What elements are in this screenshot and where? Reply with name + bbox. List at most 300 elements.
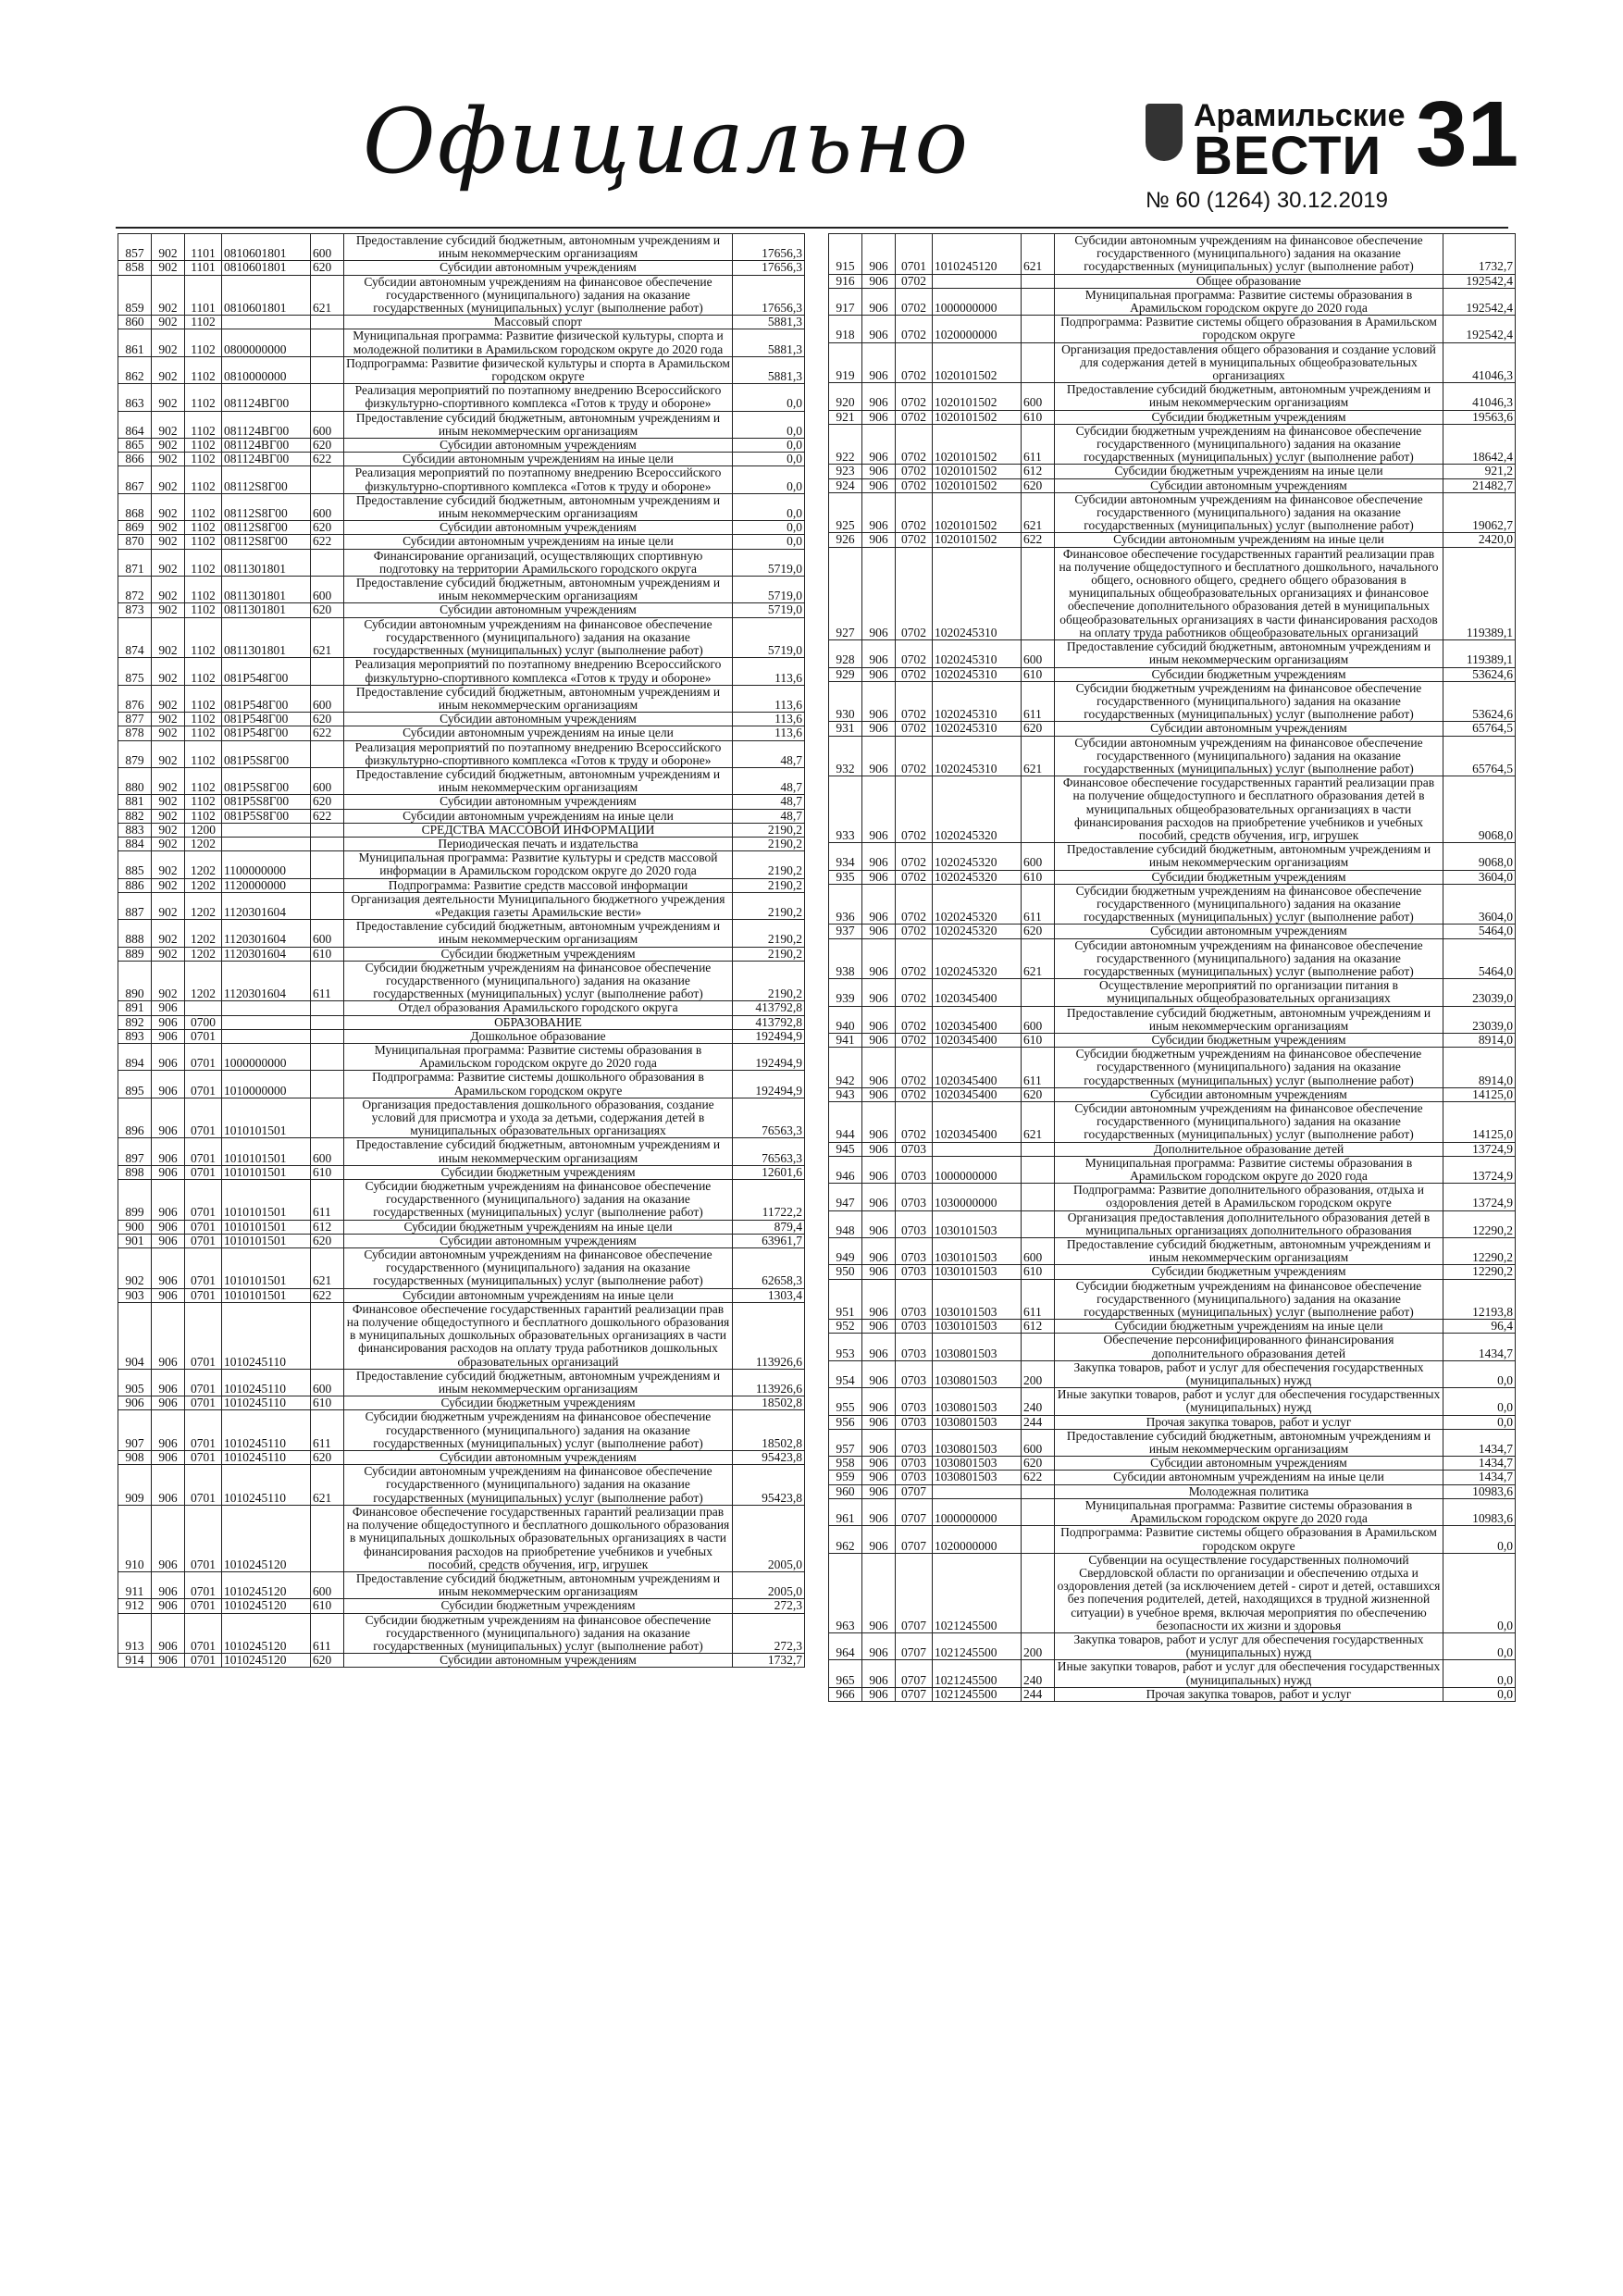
description: Предоставление субсидий бюджетным, автономным учреждениям и иным некоммерческим организациям (344, 1571, 733, 1598)
expense-type-code: 600 (1022, 1006, 1055, 1033)
admin-code: 906 (862, 1632, 896, 1659)
row-number: 900 (118, 1220, 152, 1234)
table-row (829, 1360, 1516, 1387)
expense-type-code (1022, 1553, 1055, 1632)
section-code: 0702 (896, 870, 933, 884)
section-code: 0702 (896, 722, 933, 736)
table-row (829, 410, 1516, 424)
table-row (829, 1087, 1516, 1101)
row-number: 938 (829, 938, 862, 979)
expense-type-code (311, 878, 344, 892)
table-row (829, 1632, 1516, 1659)
row-number: 918 (829, 316, 862, 342)
description: Дошкольное образование (344, 1029, 733, 1043)
row-number: 872 (118, 577, 152, 603)
description: Реализация мероприятий по поэтапному внедрению Всероссийского физкультурно-спортивного комплекса «Готов к труду и обороне» (344, 658, 733, 685)
table-row (829, 342, 1516, 383)
table-row (829, 234, 1516, 275)
section-code: 1202 (185, 878, 222, 892)
section-code: 0701 (185, 1571, 222, 1598)
target-article-code: 1010000000 (222, 1071, 311, 1098)
description: Субсидии бюджетным учреждениям на финансовое обеспечение государственного (муниципального) задания на оказание государственных (муниципальных) услуг (выполнение работ) (1055, 1048, 1443, 1088)
target-article-code: 1020101502 (933, 533, 1022, 547)
row-number: 909 (118, 1465, 152, 1506)
target-article-code: 1010245110 (222, 1369, 311, 1396)
admin-code: 906 (862, 722, 896, 736)
expense-type-code: 620 (1022, 478, 1055, 492)
target-article-code: 1021245500 (933, 1687, 1022, 1701)
admin-code: 902 (152, 767, 185, 794)
description: Муниципальная программа: Развитие физической культуры, спорта и молодежной политики в Арамильском городском округе до 2020 года (344, 329, 733, 356)
row-number: 863 (118, 384, 152, 411)
table-row (118, 1138, 805, 1165)
amount: 2190,2 (733, 920, 805, 947)
expense-type-code: 611 (1022, 1279, 1055, 1320)
description: Субсидии автономным учреждениям на финансовое обеспечение государственного (муниципального) задания на оказание государственных (муниципальных) услуг (выполнение работ) (344, 1248, 733, 1289)
admin-code: 906 (862, 979, 896, 1006)
description: Отдел образования Арамильского городского округа (344, 1001, 733, 1015)
expense-type-code: 622 (311, 726, 344, 740)
description: Субсидии автономным учреждениям (344, 1654, 733, 1668)
description: Субсидии бюджетным учреждениям (1055, 870, 1443, 884)
description: Муниципальная программа: Развитие системы образования в Арамильском городском округе до 2020 года (1055, 1498, 1443, 1525)
description: Муниципальная программа: Развитие системы образования в Арамильском городском округе до 2020 года (1055, 1156, 1443, 1183)
description: Подпрограмма: Развитие физической культуры и спорта в Арамильском городском округе (344, 356, 733, 383)
section-code: 0702 (896, 1087, 933, 1101)
row-number: 893 (118, 1029, 152, 1043)
table-row (118, 316, 805, 329)
description: Подпрограмма: Развитие системы дошкольного образования в Арамильском городском округе (344, 1071, 733, 1098)
amount: 192494,9 (733, 1029, 805, 1043)
description: Организация предоставления дошкольного образования, создание условий для присмотра и ухода за детьми, содержания детей в муниципальных образовательных организациях (344, 1098, 733, 1138)
expense-type-code (311, 1302, 344, 1369)
row-number: 860 (118, 316, 152, 329)
admin-code: 902 (152, 384, 185, 411)
section-code: 1102 (185, 617, 222, 658)
row-number: 858 (118, 261, 152, 275)
target-article-code (933, 1142, 1022, 1156)
expense-type-code (1022, 288, 1055, 315)
target-article-code: 1030801503 (933, 1388, 1022, 1415)
expense-type-code: 620 (311, 1451, 344, 1465)
expense-type-code (311, 1043, 344, 1070)
row-number: 915 (829, 234, 862, 275)
expense-type-code: 621 (1022, 234, 1055, 275)
row-number: 945 (829, 1142, 862, 1156)
table-row (118, 1071, 805, 1098)
admin-code: 906 (862, 1156, 896, 1183)
section-code: 0703 (896, 1184, 933, 1210)
left-column (118, 233, 804, 1668)
amount: 19062,7 (1443, 492, 1516, 533)
amount: 1732,7 (733, 1654, 805, 1668)
target-article-code: 0800000000 (222, 329, 311, 356)
expense-type-code: 622 (311, 535, 344, 549)
admin-code: 906 (862, 1457, 896, 1471)
expense-type-code: 620 (311, 795, 344, 809)
admin-code: 902 (152, 275, 185, 316)
amount: 8914,0 (1443, 1033, 1516, 1047)
target-article-code (933, 1484, 1022, 1498)
amount: 113926,6 (733, 1302, 805, 1369)
admin-code: 906 (862, 1360, 896, 1387)
expense-type-code: 610 (1022, 870, 1055, 884)
target-article-code: 0810000000 (222, 356, 311, 383)
admin-code: 902 (152, 878, 185, 892)
section-code: 0702 (896, 316, 933, 342)
description: Реализация мероприятий по поэтапному внедрению Всероссийского физкультурно-спортивного комплекса «Готов к труду и обороне» (344, 466, 733, 493)
target-article-code: 1010245110 (222, 1451, 311, 1465)
table-row (829, 1526, 1516, 1553)
admin-code: 902 (152, 809, 185, 823)
admin-code: 906 (862, 1265, 896, 1279)
row-number: 953 (829, 1334, 862, 1360)
target-article-code: 0810601801 (222, 234, 311, 261)
table-row (118, 329, 805, 356)
target-article-code (222, 1001, 311, 1015)
description: Иные закупки товаров, работ и услуг для обеспечения государственных (муниципальных) нужд (1055, 1388, 1443, 1415)
row-number: 873 (118, 603, 152, 617)
row-number: 929 (829, 667, 862, 681)
section-code: 0702 (896, 1006, 933, 1033)
amount: 13724,9 (1443, 1156, 1516, 1183)
amount: 53624,6 (1443, 667, 1516, 681)
table-row (118, 535, 805, 549)
target-article-code: 1030101503 (933, 1320, 1022, 1334)
amount: 13724,9 (1443, 1184, 1516, 1210)
amount: 2420,0 (1443, 533, 1516, 547)
expense-type-code: 621 (1022, 492, 1055, 533)
table-row (118, 439, 805, 453)
admin-code: 906 (862, 1526, 896, 1553)
row-number: 882 (118, 809, 152, 823)
amount: 113,6 (733, 713, 805, 726)
admin-code: 906 (152, 1234, 185, 1247)
amount: 95423,8 (733, 1465, 805, 1506)
section-code: 1102 (185, 356, 222, 383)
row-number: 890 (118, 961, 152, 1001)
table-row (829, 1184, 1516, 1210)
section-code: 1102 (185, 740, 222, 767)
table-row (829, 1498, 1516, 1525)
description: Организация предоставления общего образования и создание условий для содержания детей в муниципальных общеобразовательных организациях (1055, 342, 1443, 383)
row-number: 871 (118, 549, 152, 576)
table-row (118, 892, 805, 919)
amount: 18502,8 (733, 1396, 805, 1410)
table-row (118, 577, 805, 603)
expense-type-code (311, 1029, 344, 1043)
section-code: 1102 (185, 329, 222, 356)
target-article-code: 1020245310 (933, 681, 1022, 722)
amount: 5464,0 (1443, 938, 1516, 979)
table-row (118, 384, 805, 411)
target-article-code: 1010101501 (222, 1248, 311, 1289)
amount: 48,7 (733, 740, 805, 767)
amount: 113,6 (733, 658, 805, 685)
target-article-code: 1010245120 (933, 234, 1022, 275)
section-code: 0702 (896, 383, 933, 410)
target-article-code: 1030801503 (933, 1415, 1022, 1429)
amount: 113,6 (733, 726, 805, 740)
amount: 0,0 (1443, 1415, 1516, 1429)
amount: 14125,0 (1443, 1102, 1516, 1143)
description: Муниципальная программа: Развитие системы образования в Арамильском городском округе до 2020 года (344, 1043, 733, 1070)
description: Субсидии автономным учреждениям (1055, 1457, 1443, 1471)
amount: 272,3 (733, 1599, 805, 1613)
row-number: 936 (829, 884, 862, 925)
table-row (829, 736, 1516, 776)
target-article-code: 1020101502 (933, 383, 1022, 410)
target-article-code: 1120301604 (222, 920, 311, 947)
row-number: 944 (829, 1102, 862, 1143)
description: Организация предоставления дополнительного образования детей в муниципальных организациях дополнительного образования (1055, 1210, 1443, 1237)
row-number: 864 (118, 411, 152, 438)
section-code: 0701 (185, 1138, 222, 1165)
section-code: 1202 (185, 892, 222, 919)
expense-type-code (311, 549, 344, 576)
description: Субсидии автономным учреждениям (344, 1234, 733, 1247)
amount: 65764,5 (1443, 722, 1516, 736)
target-article-code: 1010101501 (222, 1165, 311, 1179)
description: Субсидии автономным учреждениям (344, 521, 733, 535)
amount: 2190,2 (733, 823, 805, 837)
table-row (829, 1102, 1516, 1143)
target-article-code: 1020245320 (933, 776, 1022, 843)
amount: 12290,2 (1443, 1265, 1516, 1279)
expense-type-code (311, 356, 344, 383)
section-code: 0701 (185, 1220, 222, 1234)
expense-type-code: 610 (311, 1165, 344, 1179)
table-row (829, 1265, 1516, 1279)
description: Прочая закупка товаров, работ и услуг (1055, 1415, 1443, 1429)
expense-type-code (311, 329, 344, 356)
row-number: 894 (118, 1043, 152, 1070)
row-number: 962 (829, 1526, 862, 1553)
amount: 12193,8 (1443, 1279, 1516, 1320)
description: Предоставление субсидий бюджетным, автономным учреждениям и иным некоммерческим организациям (344, 493, 733, 520)
expense-type-code (1022, 1498, 1055, 1525)
row-number: 947 (829, 1184, 862, 1210)
row-number: 935 (829, 870, 862, 884)
table-row (829, 925, 1516, 938)
target-article-code: 1020345400 (933, 1006, 1022, 1033)
table-row (829, 1471, 1516, 1484)
row-number: 877 (118, 713, 152, 726)
amount: 2190,2 (733, 892, 805, 919)
admin-code: 906 (152, 1001, 185, 1015)
admin-code: 906 (862, 316, 896, 342)
table-row (829, 1687, 1516, 1701)
row-number: 948 (829, 1210, 862, 1237)
row-number: 919 (829, 342, 862, 383)
section-code: 0702 (896, 410, 933, 424)
admin-code: 906 (862, 667, 896, 681)
section-code: 0702 (896, 533, 933, 547)
description: Субсидии автономным учреждениям на иные цели (1055, 1471, 1443, 1484)
section-code: 0702 (896, 979, 933, 1006)
row-number: 965 (829, 1660, 862, 1687)
row-number: 913 (118, 1613, 152, 1654)
table-row (118, 1302, 805, 1369)
expense-type-code: 621 (1022, 1102, 1055, 1143)
description: Субсидии бюджетным учреждениям (344, 1165, 733, 1179)
target-article-code: 1000000000 (933, 1156, 1022, 1183)
table-row (829, 1553, 1516, 1632)
section-code: 0707 (896, 1632, 933, 1659)
target-article-code (933, 274, 1022, 288)
expense-type-code: 621 (311, 617, 344, 658)
amount: 192494,9 (733, 1043, 805, 1070)
row-number: 903 (118, 1288, 152, 1302)
target-article-code: 0811301801 (222, 549, 311, 576)
table-row (118, 726, 805, 740)
row-number: 966 (829, 1687, 862, 1701)
table-row (829, 478, 1516, 492)
section-code: 1202 (185, 837, 222, 850)
table-row (118, 1043, 805, 1070)
expense-type-code (311, 851, 344, 878)
row-number: 916 (829, 274, 862, 288)
row-number: 932 (829, 736, 862, 776)
target-article-code: 08112S8Г00 (222, 535, 311, 549)
admin-code: 906 (862, 234, 896, 275)
table-row (118, 740, 805, 767)
admin-code: 906 (862, 1279, 896, 1320)
section-code: 1102 (185, 603, 222, 617)
target-article-code: 1000000000 (933, 1498, 1022, 1525)
amount: 8914,0 (1443, 1048, 1516, 1088)
target-article-code: 1010101501 (222, 1098, 311, 1138)
expense-type-code: 610 (311, 947, 344, 961)
table-row (829, 1142, 1516, 1156)
section-code: 0703 (896, 1471, 933, 1484)
expense-type-code: 620 (311, 521, 344, 535)
expense-type-code: 600 (311, 1138, 344, 1165)
budget-table-left (118, 233, 805, 1668)
expense-type-code (1022, 1334, 1055, 1360)
admin-code: 906 (862, 1184, 896, 1210)
admin-code: 906 (152, 1571, 185, 1598)
description: Предоставление субсидий бюджетным, автономным учреждениям и иным некоммерческим организациям (1055, 843, 1443, 870)
description: Предоставление субсидий бюджетным, автономным учреждениям и иным некоммерческим организациям (1055, 1238, 1443, 1265)
target-article-code: 081P5S8Г00 (222, 767, 311, 794)
target-article-code: 1030801503 (933, 1457, 1022, 1471)
description: Субсидии бюджетным учреждениям (1055, 410, 1443, 424)
expense-type-code (1022, 1484, 1055, 1498)
target-article-code: 1020245320 (933, 925, 1022, 938)
table-row (829, 884, 1516, 925)
row-number: 951 (829, 1279, 862, 1320)
target-article-code: 081P548Г00 (222, 713, 311, 726)
row-number: 940 (829, 1006, 862, 1033)
row-number: 880 (118, 767, 152, 794)
table-row (118, 685, 805, 712)
expense-type-code: 600 (311, 493, 344, 520)
section-code: 0702 (896, 736, 933, 776)
description: Субсидии автономным учреждениям на иные цели (344, 1288, 733, 1302)
expense-type-code (1022, 342, 1055, 383)
table-row (829, 492, 1516, 533)
description: Прочая закупка товаров, работ и услуг (1055, 1687, 1443, 1701)
amount: 0,0 (733, 453, 805, 466)
expense-type-code (311, 823, 344, 837)
target-article-code: 1020345400 (933, 1087, 1022, 1101)
admin-code: 906 (152, 1451, 185, 1465)
row-number: 930 (829, 681, 862, 722)
description: Субсидии автономным учреждениям на финансовое обеспечение государственного (муниципального) задания на оказание государственных (муниципальных) услуг (выполнение работ) (1055, 938, 1443, 979)
admin-code: 906 (862, 1210, 896, 1237)
description: Субсидии автономным учреждениям (344, 261, 733, 275)
description: Подпрограмма: Развитие системы общего образования в Арамильском городском округе (1055, 1526, 1443, 1553)
expense-type-code: 620 (1022, 1457, 1055, 1471)
target-article-code: 1100000000 (222, 851, 311, 878)
admin-code: 906 (152, 1098, 185, 1138)
amount: 41046,3 (1443, 383, 1516, 410)
target-article-code: 1020101502 (933, 410, 1022, 424)
expense-type-code: 612 (1022, 465, 1055, 478)
target-article-code: 1020245320 (933, 870, 1022, 884)
target-article-code: 1020345400 (933, 1102, 1022, 1143)
admin-code: 902 (152, 356, 185, 383)
row-number: 952 (829, 1320, 862, 1334)
expense-type-code (1022, 274, 1055, 288)
expense-type-code (311, 1001, 344, 1015)
description: Субсидии бюджетным учреждениям на иные цели (1055, 465, 1443, 478)
target-article-code: 1020245310 (933, 722, 1022, 736)
amount: 2190,2 (733, 961, 805, 1001)
row-number: 857 (118, 234, 152, 261)
description: Субсидии бюджетным учреждениям (1055, 667, 1443, 681)
row-number: 963 (829, 1553, 862, 1632)
row-number: 961 (829, 1498, 862, 1525)
description: Предоставление субсидий бюджетным, автономным учреждениям и иным некоммерческим организациям (344, 685, 733, 712)
amount: 1434,7 (1443, 1429, 1516, 1456)
admin-code: 906 (862, 465, 896, 478)
admin-code: 906 (862, 478, 896, 492)
issue-info: № 60 (1264) 30.12.2019 (1146, 188, 1388, 213)
amount: 0,0 (1443, 1553, 1516, 1632)
admin-code: 906 (862, 681, 896, 722)
expense-type-code: 620 (311, 261, 344, 275)
admin-code: 906 (862, 1048, 896, 1088)
admin-code: 906 (152, 1288, 185, 1302)
expense-type-code: 610 (311, 1396, 344, 1410)
expense-type-code: 611 (311, 1613, 344, 1654)
target-article-code: 1020000000 (933, 316, 1022, 342)
section-code: 0703 (896, 1320, 933, 1334)
amount: 5719,0 (733, 549, 805, 576)
table-row (118, 411, 805, 438)
section-code: 0701 (185, 1165, 222, 1179)
section-code: 0701 (185, 1302, 222, 1369)
amount: 13724,9 (1443, 1142, 1516, 1156)
section-code: 0703 (896, 1415, 933, 1429)
amount: 18642,4 (1443, 424, 1516, 465)
amount: 113,6 (733, 685, 805, 712)
target-article-code: 081P548Г00 (222, 658, 311, 685)
description: Субсидии автономным учреждениям (344, 603, 733, 617)
section-code: 1102 (185, 521, 222, 535)
admin-code: 906 (862, 547, 896, 639)
expense-type-code: 600 (311, 411, 344, 438)
target-article-code: 081P548Г00 (222, 685, 311, 712)
description: Подпрограмма: Развитие системы общего образования в Арамильском городском округе (1055, 316, 1443, 342)
description: Субсидии автономным учреждениям на финансовое обеспечение государственного (муниципального) задания на оказание государственных (муниципальных) услуг (выполнение работ) (344, 275, 733, 316)
row-number: 937 (829, 925, 862, 938)
section-code: 0703 (896, 1156, 933, 1183)
amount: 192494,9 (733, 1071, 805, 1098)
amount: 5881,3 (733, 316, 805, 329)
